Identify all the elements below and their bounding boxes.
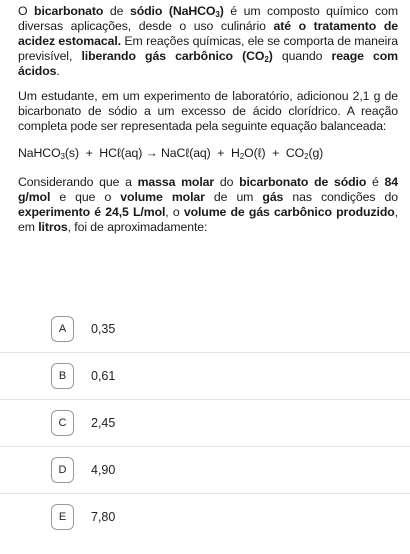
answer-options xyxy=(0,306,410,540)
text: de um xyxy=(204,190,263,204)
bold-text: volume de gás carbônico produzido xyxy=(183,205,395,219)
text: O(ℓ) + CO xyxy=(244,146,305,160)
option-letter-box[interactable]: B xyxy=(51,363,74,389)
paragraph-question xyxy=(18,175,398,235)
option-value: 0,35 xyxy=(91,322,116,336)
text: do xyxy=(214,175,240,189)
text: ) xyxy=(219,4,224,18)
text: , foi de aproximadamente: xyxy=(67,220,208,234)
bold-text: gás xyxy=(262,190,284,204)
option-letter-box[interactable]: A xyxy=(51,316,74,342)
option-value: 0,61 xyxy=(91,369,116,383)
option-e[interactable] xyxy=(0,494,410,540)
option-letter-box[interactable]: D xyxy=(51,457,74,483)
text: é um composto químico com diversas aplicações, desde o uso culinário xyxy=(18,4,398,33)
text: (s) + HCℓ(aq) → NaCℓ(aq) + H xyxy=(64,146,240,160)
option-letter-box[interactable]: E xyxy=(51,504,74,530)
option-b[interactable] xyxy=(0,353,410,400)
bold-text: massa molar xyxy=(137,175,215,189)
text: quando xyxy=(272,49,332,63)
bold-text: volume molar xyxy=(120,190,205,204)
text xyxy=(162,4,169,18)
bold-text: 84 g/mol xyxy=(18,175,398,204)
option-value: 7,80 xyxy=(91,510,116,524)
bold-text: bicarbonato xyxy=(34,4,104,18)
option-value: 2,45 xyxy=(91,416,116,430)
subscript: 2 xyxy=(264,55,269,64)
subscript: 2 xyxy=(239,152,245,161)
subscript: 2 xyxy=(304,152,309,161)
text: (g) xyxy=(308,146,324,160)
option-value: 4,90 xyxy=(91,463,116,477)
text: (NaHCO xyxy=(168,4,216,18)
text: . xyxy=(56,64,60,78)
bold-text: sódio xyxy=(129,4,163,18)
paragraph-intro xyxy=(18,4,398,79)
bold-text: até o tratamento de acidez estomacal. xyxy=(18,19,398,48)
text: liberando gás carbônico (CO xyxy=(81,49,265,63)
text: e que o xyxy=(50,190,121,204)
text: , em xyxy=(18,205,398,234)
text: é xyxy=(366,175,385,189)
bold-text: bicarbonato de sódio xyxy=(239,175,367,189)
text: nas condições do xyxy=(283,190,398,204)
formula-nahco3 xyxy=(169,4,224,18)
option-a[interactable] xyxy=(0,306,410,353)
option-letter-box[interactable]: C xyxy=(51,410,74,436)
bold-text: litros xyxy=(38,220,68,234)
text: O xyxy=(18,4,35,18)
question-text xyxy=(18,4,398,245)
text: Considerando que a xyxy=(18,175,138,189)
bold-co2 xyxy=(81,49,272,63)
subscript: 3 xyxy=(60,152,65,161)
text: Em reações químicas, ele se comporta de maneira previsível, xyxy=(18,34,398,63)
text: NaHCO xyxy=(18,146,61,160)
option-c[interactable] xyxy=(0,400,410,447)
bold-text: experimento é 24,5 L/mol xyxy=(18,205,166,219)
bold-text: reage com ácidos xyxy=(18,49,398,78)
chemical-equation xyxy=(18,146,398,161)
option-d[interactable] xyxy=(0,447,410,494)
text: , o xyxy=(165,205,184,219)
text: ) xyxy=(268,49,273,63)
text: de xyxy=(103,4,130,18)
paragraph-experiment: Um estudante, em um experimento de laboratório, adicionou 2,1 g de bicarbonato de sódio a um excesso de ácido clorídrico. A reação completa pode ser representada pela seguinte equação balanceada: xyxy=(18,89,398,133)
subscript: 3 xyxy=(215,10,220,19)
